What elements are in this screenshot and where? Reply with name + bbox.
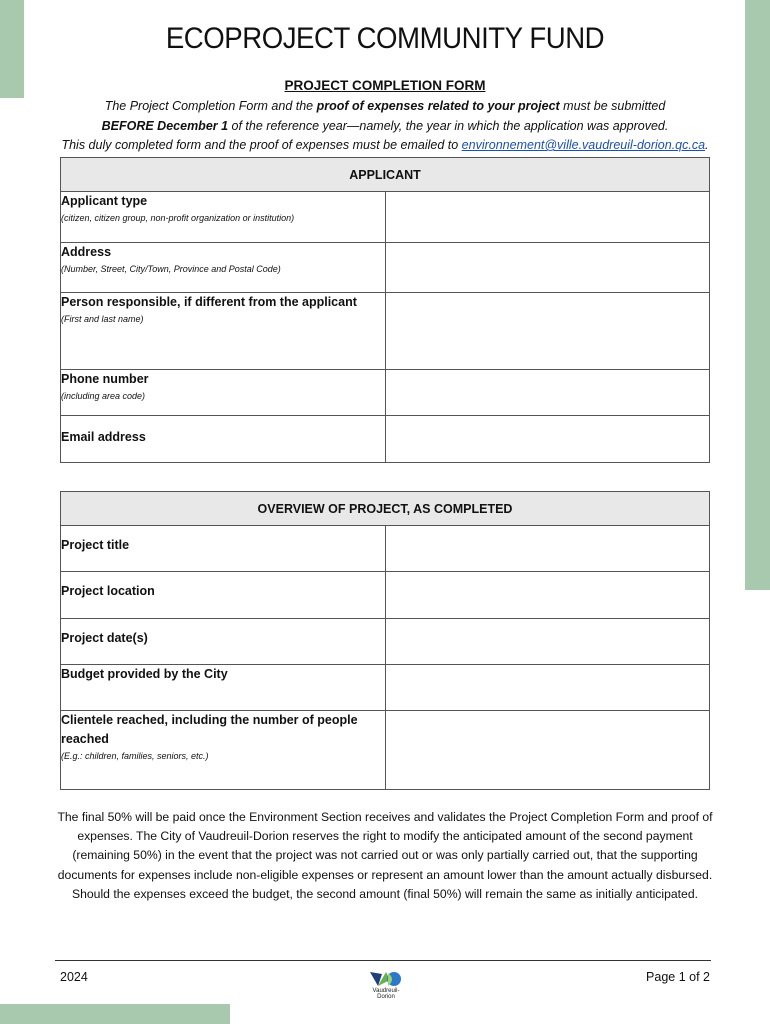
applicant-type-label: Applicant type (citizen, citizen group, non-profit organization or institution) (61, 192, 386, 243)
project-title-field[interactable] (385, 526, 710, 572)
table-row (61, 293, 710, 370)
person-responsible-label: Person responsible, if different from the applicant (First and last name) (61, 293, 386, 370)
table-row (61, 665, 710, 711)
city-logo (366, 970, 406, 1000)
project-location-field[interactable] (385, 572, 710, 619)
table-row (61, 572, 710, 619)
decorative-bar-bottom (0, 1004, 230, 1024)
city-logo-icon (366, 970, 406, 990)
applicant-table (60, 157, 710, 463)
budget-field[interactable] (385, 665, 710, 711)
closing-paragraph: The final 50% will be paid once the Environment Section receives and validates the Project Completion Form and proof of expenses. The City of Vaudreuil-Dorion reserves the right to modify the anticipated amount of the second payment (remaining 50%) in the event that the project was not carried out or was only partially carried out, that the supporting documents for expenses include non-eligible expenses or represent an amount lower than the amount actually disbursed. Should the expenses exceed the budget, the second amount (final 50%) will remain the same as initially anticipated. (57, 810, 713, 901)
table-row (61, 619, 710, 665)
form-subtitle: PROJECT COMPLETION FORM (284, 78, 486, 93)
table-row (61, 370, 710, 416)
project-title-label: Project title (61, 526, 386, 572)
project-dates-label: Project date(s) (61, 619, 386, 665)
page-number: Page 1 of 2 (646, 970, 710, 984)
overview-table (60, 491, 710, 790)
person-responsible-field[interactable] (385, 293, 710, 370)
applicant-heading: APPLICANT (61, 158, 710, 192)
table-row (61, 192, 710, 243)
intro-text: The Project Completion Form and the proof of expenses related to your project must be submitted BEFORE December 1 of the reference year—namely, the year in which the application was approved. This duly completed form and the proof of expenses must be emailed to environnement@ville.vaudreuil-dorion.qc.ca. (61, 99, 709, 152)
email-link[interactable]: environnement@ville.vaudreuil-dorion.qc.ca (461, 138, 706, 152)
clientele-label: Clientele reached, including the number of people reached (E.g.: children, families, seniors, etc.) (61, 711, 386, 790)
footer-year: 2024 (60, 970, 88, 984)
overview-heading: OVERVIEW OF PROJECT, AS COMPLETED (61, 492, 710, 526)
phone-number-label: Phone number (including area code) (61, 370, 386, 416)
table-row (61, 416, 710, 463)
table-row (61, 243, 710, 293)
table-row (61, 711, 710, 790)
address-label: Address (Number, Street, City/Town, Province and Postal Code) (61, 243, 386, 293)
project-location-label: Project location (61, 572, 386, 619)
phone-number-field[interactable] (385, 370, 710, 416)
email-address-field[interactable] (385, 416, 710, 463)
page-title: ECOPROJECT COMMUNITY FUND (165, 22, 605, 55)
table-row (61, 526, 710, 572)
footer-divider (55, 960, 711, 961)
clientele-field[interactable] (385, 711, 710, 790)
logo-text: Vaudreuil-Dorion (372, 988, 400, 1000)
budget-label: Budget provided by the City (61, 665, 386, 711)
project-dates-field[interactable] (385, 619, 710, 665)
email-address-label: Email address (61, 416, 386, 463)
address-field[interactable] (385, 243, 710, 293)
applicant-type-field[interactable] (385, 192, 710, 243)
